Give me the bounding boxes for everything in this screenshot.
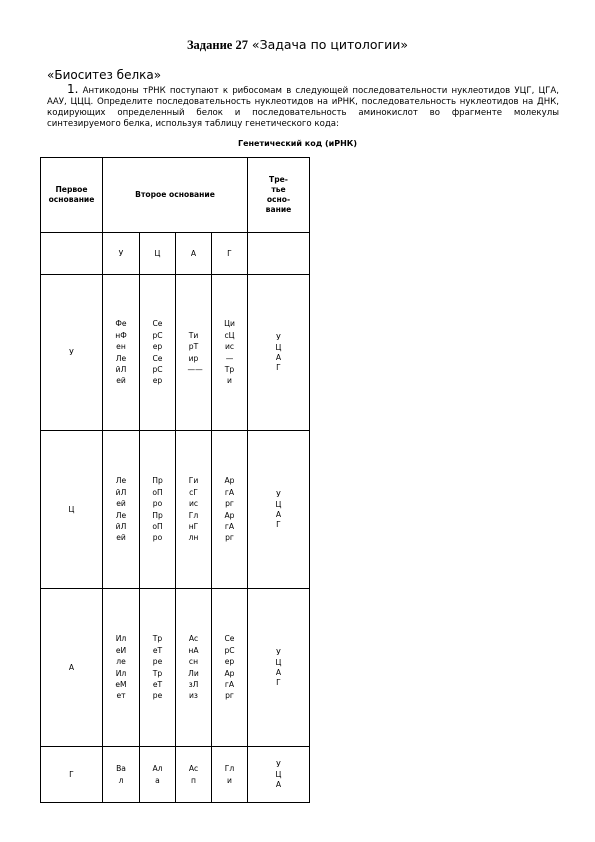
empty-cell	[41, 233, 103, 275]
amino-acid-cell: Ала	[152, 764, 163, 785]
amino-acid-cell: Гли	[224, 764, 235, 785]
third-base-cell: У Ц А Г	[248, 589, 310, 747]
amino-acid-cell: ЦисЦис—Три	[224, 319, 235, 386]
first-base-cell: Г	[41, 747, 103, 803]
second-base-cell: Г	[212, 233, 248, 275]
genetic-code-table	[40, 157, 310, 803]
third-base-cell: У Ц А Г	[248, 431, 310, 589]
amino-acid-cell: Вал	[116, 764, 126, 785]
problem-number: 1.	[67, 82, 79, 96]
amino-acid-cell: Асп	[188, 764, 199, 785]
second-base-cell: Ц	[140, 233, 176, 275]
amino-acid-cell: ПроПроПроПро	[152, 476, 163, 543]
first-base-cell: Ц	[41, 431, 103, 589]
header-second-base: Второе основание	[103, 158, 248, 233]
first-base-cell: У	[41, 275, 103, 431]
empty-cell	[248, 233, 310, 275]
task-topic: «Задача по цитологии»	[247, 37, 409, 52]
table-row	[41, 747, 310, 803]
third-base-cell: У Ц А Г	[248, 275, 310, 431]
amino-acid-cell: СерСерСерСер	[152, 319, 163, 386]
table-header-row	[41, 158, 310, 233]
table-caption: Генетический код (иРНК)	[238, 139, 357, 148]
second-base-cell: А	[176, 233, 212, 275]
table-row	[41, 431, 310, 589]
third-base-cell: У Ц А	[248, 747, 310, 803]
amino-acid-cell: СерСерАргАрг	[224, 634, 235, 701]
table-row	[41, 275, 310, 431]
amino-acid-cell: ИлеИлеИлеМет	[115, 634, 127, 701]
amino-acid-cell: ФенФенЛейЛей	[115, 319, 127, 386]
amino-acid-cell: ЛейЛейЛейЛей	[115, 476, 127, 543]
first-base-cell: А	[41, 589, 103, 747]
amino-acid-cell: ГисГисГлнГлн	[188, 476, 199, 543]
second-base-cell: У	[103, 233, 140, 275]
amino-acid-cell: ТирТир——	[187, 330, 203, 374]
document-title	[0, 37, 595, 53]
task-number: Задание 27	[186, 38, 248, 52]
amino-acid-cell: ТреТреТреТре	[152, 634, 163, 701]
header-first-base: Первое основание	[41, 158, 103, 233]
amino-acid-cell: АргАргАргАрг	[224, 476, 235, 543]
section-subtitle: «Биоситез белка»	[47, 68, 162, 82]
amino-acid-cell: АснАснЛизЛиз	[188, 634, 199, 701]
problem-statement	[47, 84, 559, 130]
second-base-row	[41, 233, 310, 275]
header-third-base: Тре- тье осно- вание	[248, 158, 310, 233]
table-row	[41, 589, 310, 747]
problem-text: Антикодоны тРНК поступают к рибосомам в следующей последовательности нуклеотидов УЦГ, ЦГА, ААУ, ЦЦЦ. Определите последовательность нуклеотидов на иРНК, последовательность нуклеотидов на ДНК, кодирующих определенный белок и последовательность аминокислот во фрагменте молекулы синтезируемого белка, используя таблицу генетического кода:	[47, 86, 559, 129]
